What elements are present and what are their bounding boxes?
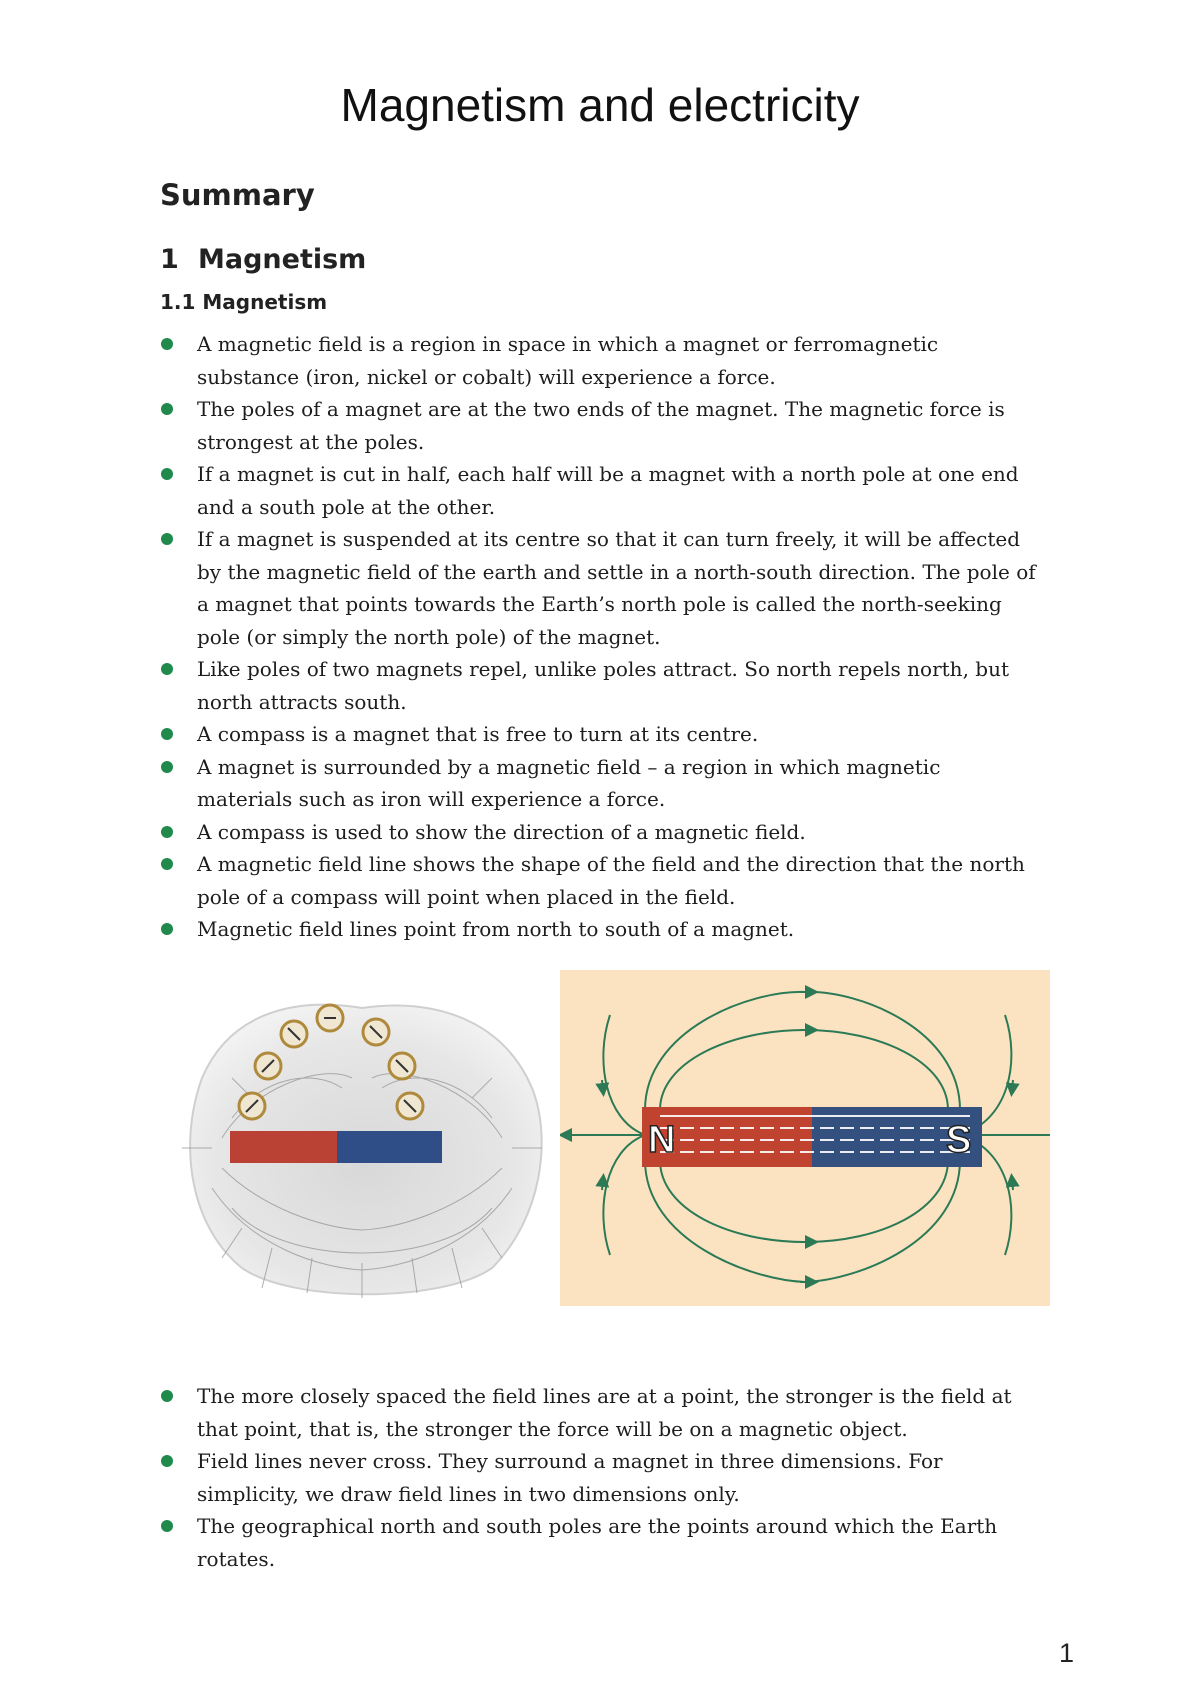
list-item: A compass is a magnet that is free to turn at its centre.	[160, 718, 1040, 751]
list-item: A magnetic field is a region in space in which a magnet or ferromagnetic substance (iron, nickel or cobalt) will experience a force.	[160, 328, 1040, 393]
magnet-north-half	[230, 1131, 337, 1163]
page-number: 1	[1058, 1638, 1074, 1668]
bullet-icon	[161, 533, 173, 545]
bullet-icon	[161, 403, 173, 415]
bullet-icon	[161, 923, 173, 935]
subsection-heading: 1.1 Magnetism	[160, 290, 328, 314]
list-item: A compass is used to show the direction of a magnetic field.	[160, 816, 1040, 849]
magnet-south-half	[337, 1131, 442, 1163]
bullet-icon	[161, 858, 173, 870]
bullet-list-bottom	[160, 1380, 1040, 1575]
bullet-icon	[161, 338, 173, 350]
list-item: The poles of a magnet are at the two ends of the magnet. The magnetic force is strongest at the poles.	[160, 393, 1040, 458]
summary-heading: Summary	[160, 178, 315, 212]
north-pole-label: N	[648, 1119, 676, 1161]
bullet-icon	[161, 1520, 173, 1532]
south-pole-label: S	[946, 1119, 972, 1161]
iron-filings-photo	[172, 968, 552, 1304]
bullet-icon	[161, 468, 173, 480]
bullet-icon	[161, 663, 173, 675]
bullet-icon	[161, 761, 173, 773]
list-item: The geographical north and south poles are the points around which the Earth rotates.	[160, 1510, 1040, 1575]
list-item: A magnet is surrounded by a magnetic field – a region in which magnetic materials such as iron will experience a force.	[160, 751, 1040, 816]
bullet-list-top	[160, 328, 1040, 946]
list-item: A magnetic field line shows the shape of the field and the direction that the north pole of a compass will point when placed in the field.	[160, 848, 1040, 913]
list-item: If a magnet is suspended at its centre so that it can turn freely, it will be affected by the magnetic field of the earth and settle in a north-south direction. The pole of a magnet that points towards the Earth’s north pole is called the north-seeking pole (or simply the north pole) of the magnet.	[160, 523, 1040, 653]
list-item: If a magnet is cut in half, each half will be a magnet with a north pole at one end and a south pole at the other.	[160, 458, 1040, 523]
list-item: Field lines never cross. They surround a magnet in three dimensions. For simplicity, we draw field lines in two dimensions only.	[160, 1445, 1040, 1510]
bullet-icon	[161, 1390, 173, 1402]
bullet-icon	[161, 1455, 173, 1467]
page-title: Magnetism and electricity	[340, 79, 860, 131]
list-item: Like poles of two magnets repel, unlike poles attract. So north repels north, but north attracts south.	[160, 653, 1040, 718]
bullet-icon	[161, 728, 173, 740]
bullet-icon	[161, 826, 173, 838]
section-heading	[160, 244, 366, 275]
field-line-diagram	[560, 970, 1050, 1306]
list-item: The more closely spaced the field lines are at a point, the stronger is the field at that point, that is, the stronger the force will be on a magnetic object.	[160, 1380, 1040, 1445]
list-item: Magnetic field lines point from north to south of a magnet.	[160, 913, 1040, 946]
section-title: Magnetism	[198, 244, 367, 275]
section-number: 1	[160, 244, 179, 275]
